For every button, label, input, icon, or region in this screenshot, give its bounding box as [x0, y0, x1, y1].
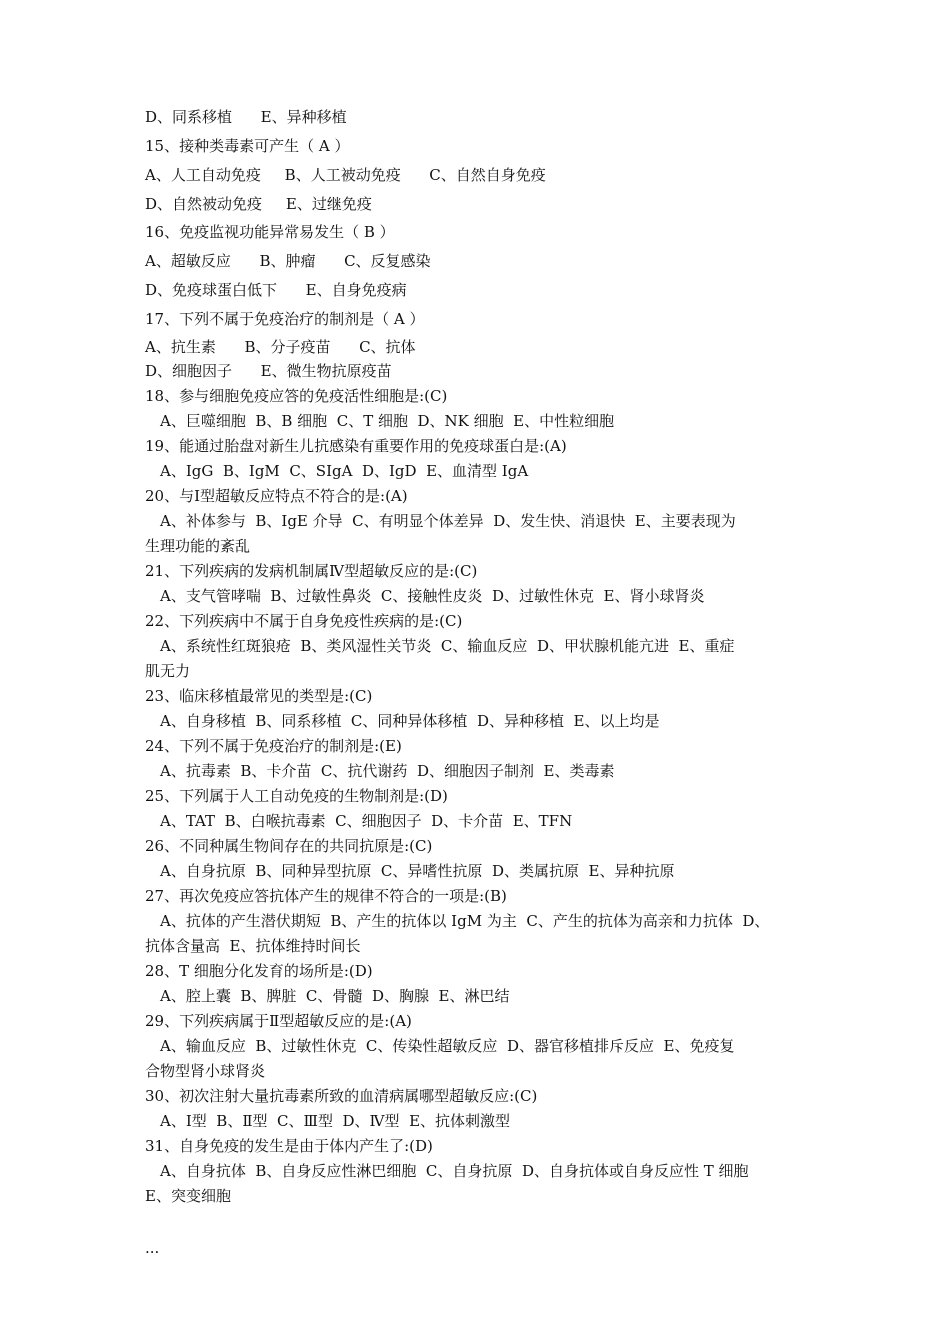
options-line: A、补体参与 B、IgE 介导 C、有明显个体差异 D、发生快、消退快 E、主要表现为 — [160, 512, 736, 530]
ellipsis: ... — [145, 1239, 160, 1257]
question-27: 27、再次免疫应答抗体产生的规律不符合的一项是:(B) — [145, 887, 507, 905]
options-line: A、人工自动免疫 B、人工被动免疫 C、自然自身免疫 — [145, 166, 546, 184]
question-15: 15、接种类毒素可产生（ A ） — [145, 137, 350, 155]
options-line: A、输血反应 B、过敏性休克 C、传染性超敏反应 D、器官移植排斥反应 E、免疫复 — [160, 1037, 735, 1055]
options-line: A、抗体的产生潜伏期短 B、产生的抗体以 IgM 为主 C、产生的抗体为高亲和力抗体 D、 — [160, 912, 770, 930]
options-line-continued: 生理功能的紊乱 — [145, 537, 251, 555]
options-line: A、系统性红斑狼疮 B、类风湿性关节炎 C、输血反应 D、甲状腺机能亢进 E、重症 — [160, 637, 735, 655]
options-line: D、免疫球蛋白低下 E、自身免疫病 — [145, 281, 407, 299]
text-line: D、同系移植 E、异种移植 — [145, 108, 347, 126]
question-31: 31、自身免疫的发生是由于体内产生了:(D) — [145, 1137, 433, 1155]
question-20: 20、与Ⅰ型超敏反应特点不符合的是:(A) — [145, 487, 408, 505]
options-line: A、IgG B、IgM C、SIgA D、IgD E、血清型 IgA — [160, 462, 529, 480]
question-28: 28、T 细胞分化发育的场所是:(D) — [145, 962, 373, 980]
question-23: 23、临床移植最常见的类型是:(C) — [145, 687, 373, 705]
options-line: A、支气管哮喘 B、过敏性鼻炎 C、接触性皮炎 D、过敏性休克 E、肾小球肾炎 — [160, 587, 705, 605]
question-21: 21、下列疾病的发病机制属Ⅳ型超敏反应的是:(C) — [145, 562, 478, 580]
question-24: 24、下列不属于免疫治疗的制剂是:(E) — [145, 737, 402, 755]
question-16: 16、免疫监视功能异常易发生（ B ） — [145, 223, 395, 241]
options-line-continued: E、突变细胞 — [145, 1187, 231, 1205]
options-line-continued: 肌无力 — [145, 662, 191, 680]
question-30: 30、初次注射大量抗毒素所致的血清病属哪型超敏反应:(C) — [145, 1087, 538, 1105]
question-19: 19、能通过胎盘对新生儿抗感染有重要作用的免疫球蛋白是:(A) — [145, 437, 567, 455]
question-17: 17、下列不属于免疫治疗的制剂是（ A ） — [145, 310, 425, 328]
question-18: 18、参与细胞免疫应答的免疫活性细胞是:(C) — [145, 387, 448, 405]
options-line: A、TAT B、白喉抗毒素 C、细胞因子 D、卡介苗 E、TFN — [160, 812, 573, 830]
options-line: A、自身抗体 B、自身反应性淋巴细胞 C、自身抗原 D、自身抗体或自身反应性 T 细胞 — [160, 1162, 749, 1180]
options-line: A、抗生素 B、分子疫苗 C、抗体 — [145, 338, 416, 356]
options-line: A、Ⅰ型 B、Ⅱ型 C、Ⅲ型 D、Ⅳ型 E、抗体刺激型 — [160, 1112, 511, 1130]
question-26: 26、不同种属生物间存在的共同抗原是:(C) — [145, 837, 433, 855]
options-line: A、腔上囊 B、脾脏 C、骨髓 D、胸腺 E、淋巴结 — [160, 987, 510, 1005]
options-line: A、自身抗原 B、同种异型抗原 C、异嗜性抗原 D、类属抗原 E、异种抗原 — [160, 862, 675, 880]
options-line: A、自身移植 B、同系移植 C、同种异体移植 D、异种移植 E、以上均是 — [160, 712, 660, 730]
options-line-continued: 抗体含量高 E、抗体维持时间长 — [145, 937, 361, 955]
options-line: D、细胞因子 E、微生物抗原疫苗 — [145, 362, 392, 380]
question-25: 25、下列属于人工自动免疫的生物制剂是:(D) — [145, 787, 448, 805]
options-line-continued: 合物型肾小球肾炎 — [145, 1062, 266, 1080]
question-29: 29、下列疾病属于Ⅱ型超敏反应的是:(A) — [145, 1012, 412, 1030]
options-line: A、抗毒素 B、卡介苗 C、抗代谢药 D、细胞因子制剂 E、类毒素 — [160, 762, 615, 780]
options-line: A、巨噬细胞 B、B 细胞 C、T 细胞 D、NK 细胞 E、中性粒细胞 — [160, 412, 615, 430]
question-22: 22、下列疾病中不属于自身免疫性疾病的是:(C) — [145, 612, 463, 630]
options-line: D、自然被动免疫 E、过继免疫 — [145, 195, 372, 213]
options-line: A、超敏反应 B、肿瘤 C、反复感染 — [145, 252, 431, 270]
